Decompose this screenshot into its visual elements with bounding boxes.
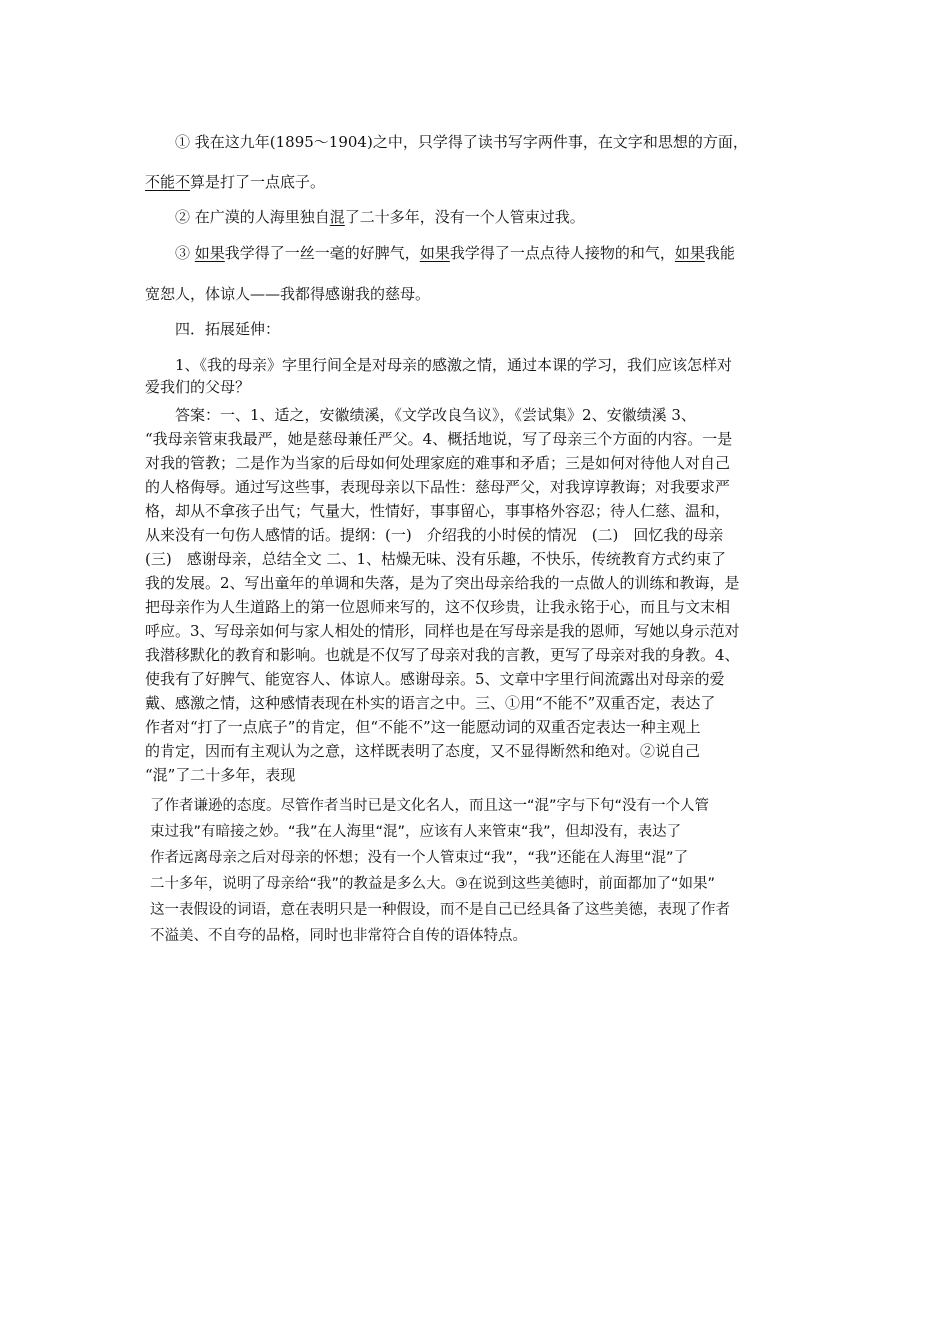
q1-text: ① 我在这九年(1895～1904)之中，只学得了读书写字两件事，在文字和思想的方面，	[175, 133, 748, 151]
question-line	[145, 377, 250, 397]
answer-cont-line	[150, 900, 730, 920]
q3-line2	[145, 284, 430, 304]
q3-text-2: 我学得了一点点待人接物的和气，	[449, 244, 675, 262]
answer-cont-text: 作者远离母亲之后对母亲的怀想；没有一个人管束过“我”，“我”还能在人海里“混”了	[150, 850, 689, 866]
answer-text: 呼应。3、写母亲如何与家人相处的情形，同样也是在写母亲是我的恩师，写她以身示范对	[145, 622, 740, 640]
q3-text-3: 我能	[704, 244, 735, 262]
q1-underlined-phrase: 不能不	[145, 173, 191, 191]
answer-text: 对我的管教；二是作为当家的后母如何处理家庭的难事和矛盾；三是如何对待他人对自己	[145, 454, 731, 472]
answer-cont-text: 不溢美、不自夸的品格，同时也非常符合自传的语体特点。	[150, 928, 527, 944]
answer-cont-line	[150, 848, 688, 868]
answer-text: 戴、感激之情，这种感情表现在朴实的语言之中。三、①用“不能不”双重否定，表达了	[145, 694, 716, 712]
answer-line	[145, 501, 730, 521]
section-title: 四．拓展延伸：	[175, 320, 281, 338]
answer-line	[145, 741, 700, 761]
answer-line	[145, 549, 726, 569]
answer-line	[145, 765, 295, 785]
q1-text-end: 算是打了一点底子。	[190, 173, 326, 191]
section-heading	[175, 319, 280, 339]
answer-line	[145, 525, 723, 545]
answer-text: 格，却从不拿孩子出气；气量大，性情好，事事留心，事事格外容忍；待人仁慈、温和，	[145, 502, 731, 520]
answer-text: 把母亲作为人生道路上的第一位恩师来写的，这不仅珍贵，让我永铭于心，而且与文末相	[145, 598, 731, 616]
answer-text: “我母亲管束我最严，她是慈母兼任严父。4、概括地说，写了母亲三个方面的内容。一是	[145, 430, 733, 448]
answer-line	[145, 621, 740, 641]
q2-text-end: 了二十多年，没有一个人管束过我。	[344, 208, 585, 226]
answer-cont-line	[150, 796, 709, 816]
answer-line	[145, 573, 740, 593]
q3-number: ③	[175, 244, 195, 262]
answer-text: 的肯定，因而有主观认为之意，这样既表明了态度，又不显得断然和绝对。②说自己	[145, 742, 701, 760]
answer-cont-line	[150, 874, 715, 894]
q1-line1	[175, 132, 748, 152]
question-text: 1、《我的母亲》字里行间全是对母亲的感激之情，通过本课的学习，我们应该怎样对	[175, 356, 733, 374]
answer-cont-text: 了作者谦逊的态度。尽管作者当时已是文化名人，而且这一“混”字与下句“没有一个人管	[150, 798, 710, 814]
answer-text: “混”了二十多年，表现	[145, 766, 296, 784]
question-line	[175, 355, 732, 375]
answer-line	[145, 717, 701, 737]
answer-text: (三) 感谢母亲，总结全文 二、1、枯燥无味、没有乐趣，不快乐，传统教育方式约束了	[145, 550, 727, 568]
answer-text: 使我有了好脾气、能宽容人、体谅人。感谢母亲。5、文章中字里行间流露出对母亲的爱	[145, 670, 725, 688]
answer-cont-line	[150, 926, 527, 946]
answer-line	[145, 645, 740, 665]
answer-line	[145, 477, 730, 497]
answer-line	[145, 453, 730, 473]
question-text: 爱我们的父母？	[145, 378, 251, 396]
answer-text: 答案：一、1、适之，安徽绩溪，《文学改良刍议》，《尝试集》2、安徽绩溪 3、	[175, 406, 696, 424]
q3-if-2: 如果	[419, 244, 450, 262]
answer-line	[145, 597, 730, 617]
q3-text-1: 我学得了一丝一毫的好脾气，	[224, 244, 420, 262]
answer-text: 我潜移默化的教育和影响。也就是不仅写了母亲对我的言教，更写了母亲对我的身教。4、	[145, 646, 740, 664]
q3-if-1: 如果	[194, 244, 225, 262]
answer-text: 从来没有一句伤人感情的话。提纲：(一) 介绍我的小时侯的情况 (二) 回忆我的母亲	[145, 526, 724, 544]
answer-cont-text: 束过我”有暗接之妙。“我”在人海里“混”，应该有人来管束“我”，但却没有，表达了	[150, 824, 682, 840]
q3-if-3: 如果	[674, 244, 705, 262]
answer-line	[145, 693, 715, 713]
answer-cont-text: 这一表假设的词语，意在表明只是一种假设，而不是自己已经具备了这些美德，表现了作者	[150, 902, 730, 918]
q3-line1	[175, 243, 735, 263]
answer-line	[145, 669, 725, 689]
q2-line	[175, 207, 585, 227]
q2-text: ② 在广漠的人海里独自	[175, 208, 330, 226]
answer-cont-text: 二十多年，说明了母亲给“我”的教益是多么大。③在说到这些美德时，前面都加了“如果”	[150, 876, 716, 892]
q3-text-4: 宽恕人，体谅人——我都得感谢我的慈母。	[145, 285, 431, 303]
q1-line2	[145, 172, 325, 192]
q2-underlined-word: 混	[329, 208, 345, 226]
answer-line	[145, 429, 732, 449]
answer-text: 作者对“打了一点底子”的肯定，但“不能不”这一能愿动词的双重否定表达一种主观上	[145, 718, 701, 736]
answer-cont-line	[150, 822, 681, 842]
answer-text: 的人格侮辱。通过写这些事，表现母亲以下品性：慈母严父，对我谆谆教诲；对我要求严	[145, 478, 731, 496]
answer-line	[175, 405, 696, 425]
answer-text: 我的发展。2、写出童年的单调和失落，是为了突出母亲给我的一点做人的训练和教诲，是	[145, 574, 740, 592]
